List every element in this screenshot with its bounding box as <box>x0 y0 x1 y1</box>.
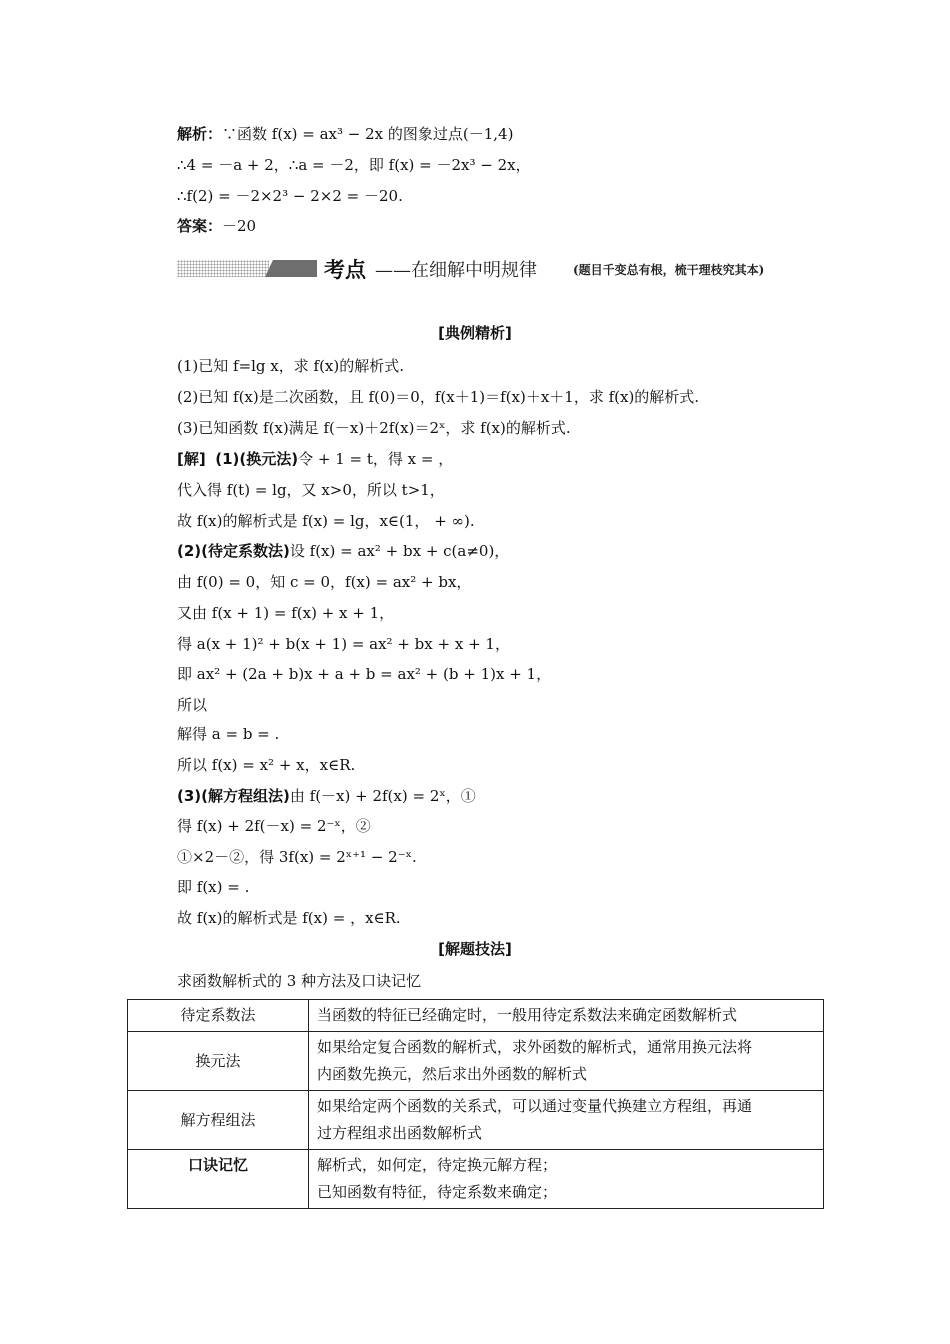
solve-step-1 <box>177 449 453 469</box>
solution-text-1: ∵函数 f(x) = ax³ − 2x 的图象过点(－1,4) <box>222 125 514 143</box>
solve-step-6: 又由 f(x + 1) = f(x) + x + 1， <box>177 604 395 622</box>
solve-step-14: ①×2－②，得 3f(x) = 2ˣ⁺¹ − 2⁻ˣ. <box>177 848 417 866</box>
method-substitution: (1)(换元法) <box>215 450 299 468</box>
question-1: (1)已知 f=lg x，求 f(x)的解析式. <box>177 357 405 375</box>
question-2: (2)已知 f(x)是二次函数，且 f(0)＝0，f(x＋1)＝f(x)＋x＋1，求 f(x)的解析式. <box>177 388 700 406</box>
solution-line-1 <box>177 124 513 144</box>
solve-step-5: 由 f(0) = 0，知 c = 0，f(x) = ax² + bx， <box>177 573 472 591</box>
solve-step-11: 所以 f(x) = x² + x，x∈R. <box>177 756 356 774</box>
solve-step-16: 故 f(x)的解析式是 f(x) = ，x∈R. <box>177 909 401 927</box>
solve-step-12-text: 由 f(－x) + 2f(x) = 2ˣ，① <box>289 787 476 805</box>
solve-step-7: 得 a(x + 1)² + b(x + 1) = ax² + bx + x + 1， <box>177 635 510 653</box>
examples-heading: [典例精析] <box>438 324 512 342</box>
solution-label: 解析： <box>177 125 223 143</box>
desc-cell <box>309 1091 824 1150</box>
method-cell: 待定系数法 <box>128 1000 309 1032</box>
banner-title: 考点 <box>324 258 366 282</box>
solve-label: [解] <box>177 450 206 468</box>
solve-step-10: 解得 a = b = . <box>177 725 280 743</box>
method-cell: 解方程组法 <box>128 1091 309 1150</box>
answer-label: 答案： <box>177 217 223 235</box>
solve-step-15: 即 f(x) = . <box>177 878 250 896</box>
desc-line: 内函数先换元，然后求出外函数的解析式 <box>317 1065 588 1083</box>
solve-step-12 <box>177 786 476 806</box>
banner-dot-pattern <box>177 260 269 277</box>
solve-step-1-text: 令 + 1 = t，得 x = ， <box>298 450 454 468</box>
method-cell: 换元法 <box>128 1032 309 1091</box>
tips-intro: 求函数解析式的 3 种方法及口诀记忆 <box>177 972 422 990</box>
desc-line: 已知函数有特征，待定系数来确定； <box>317 1183 558 1201</box>
banner-note: (题目千变总有根，梳干理枝究其本) <box>573 263 765 277</box>
desc-cell <box>309 1032 824 1091</box>
solve-step-8: 即 ax² + (2a + b)x + a + b = ax² + (b + 1)x + 1， <box>177 665 552 683</box>
method-cell: 口诀记忆 <box>128 1150 309 1209</box>
tips-heading: [解题技法] <box>438 940 512 958</box>
desc-line: 解析式，如何定，待定换元解方程； <box>317 1156 558 1174</box>
solution-line-2: ∴4 = －a + 2，∴a = －2，即 f(x) = －2x³ − 2x， <box>177 156 531 174</box>
answer-value: －20 <box>222 217 257 235</box>
desc-line: 如果给定两个函数的关系式，可以通过变量代换建立方程组，再通 <box>317 1097 753 1115</box>
section-banner <box>177 253 827 285</box>
desc-line: 当函数的特征已经确定时，一般用待定系数法来确定函数解析式 <box>317 1006 738 1024</box>
question-3: (3)已知函数 f(x)满足 f(－x)＋2f(x)＝2ˣ，求 f(x)的解析式. <box>177 419 571 437</box>
methods-table <box>127 999 824 1209</box>
answer-line <box>177 216 256 236</box>
solve-step-2: 代入得 f(t) = lg，又 x>0，所以 t>1， <box>177 481 445 499</box>
table-row <box>128 1091 824 1150</box>
banner-bar <box>273 260 317 277</box>
method-undetermined: (2)(待定系数法) <box>177 542 290 560</box>
method-system: (3)(解方程组法) <box>177 787 290 805</box>
solve-step-3: 故 f(x)的解析式是 f(x) = lg，x∈(1， + ∞). <box>177 512 475 530</box>
table-row <box>128 1150 824 1209</box>
table-row <box>128 1032 824 1091</box>
banner-slant <box>265 260 273 277</box>
solve-step-4 <box>177 541 509 561</box>
desc-cell <box>309 1000 824 1032</box>
desc-line: 过方程组求出函数解析式 <box>317 1124 483 1142</box>
solution-line-3: ∴f(2) = －2×2³ − 2×2 = －20. <box>177 187 403 205</box>
desc-line: 如果给定复合函数的解析式，求外函数的解析式，通常用换元法将 <box>317 1038 753 1056</box>
solve-step-4-text: 设 f(x) = ax² + bx + c(a≠0)， <box>289 542 510 560</box>
desc-cell <box>309 1150 824 1209</box>
table-row <box>128 1000 824 1032</box>
solve-step-9: 所以 <box>177 696 208 714</box>
solve-step-13: 得 f(x) + 2f(－x) = 2⁻ˣ，② <box>177 817 371 835</box>
banner-subtitle: ——在细解中明规律 <box>375 260 537 281</box>
